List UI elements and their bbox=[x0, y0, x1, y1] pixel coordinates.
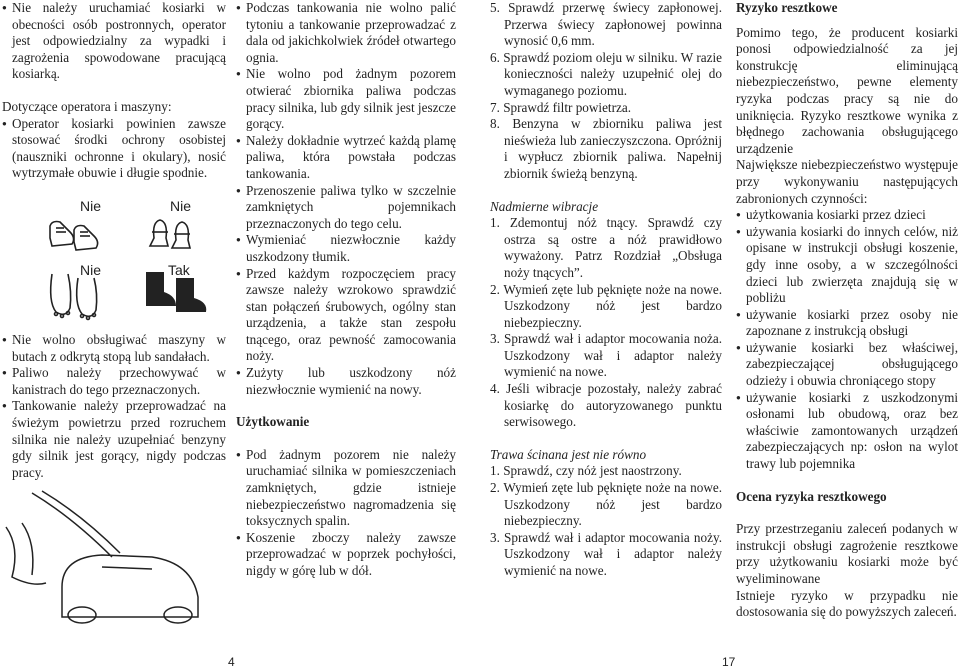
bullet-fuel-transport: ● Przenoszenie paliwa tylko w szczelnie zamkniętych pojemnikach przeznaczonych do tego celu. bbox=[236, 183, 456, 233]
risk-untrained: ● używanie kosiarki przez osoby nie zapoznane z instrukcją obsługi bbox=[736, 307, 958, 340]
uneven-cut-3: 3. Sprawdź wał i adaptor mocowania noży. Uszkodzony wał i adaptor należy wymienić na nowe. bbox=[490, 529, 722, 578]
operator-heading: Dotyczące operatora i maszyny: bbox=[2, 98, 172, 114]
shoe-label-3: Nie bbox=[80, 261, 102, 278]
vibration-4: 4. Jeśli wibracje pozostały, należy zabrać kosiarkę do autoryzowanego punktu serwisowego. bbox=[490, 381, 722, 430]
risk-other-purposes: ● używania kosiarki do innych celów, niż opisane w instrukcji obsługi koszenie, gdy inne osoby, a w szczególności dzieci lub zwierzęta znajdują się w pobliżu bbox=[736, 224, 958, 307]
uneven-cut-2: 2. Wymień zęte lub pęknięte noże na nowe. Uszkodzony nóż jest bardzo niebezpieczny. bbox=[490, 480, 722, 529]
mower-illustration bbox=[2, 487, 226, 632]
column-4 bbox=[736, 0, 958, 621]
bullet-muffler: ● Wymieniać niezwłocznie każdy uszkodzony tłumik. bbox=[236, 232, 456, 265]
residual-risk-intro: Pomimo tego, że producent kosiarki ponosi odpowiedzialność za jej konstrukcję eliminującą niebezpieczeństwo, pewne elementy ryzyka podczas pracy są nie do uniknięcia. Ryzyko resztkowe wynika z błędnego zachowania obsługującego urządzenie bbox=[736, 24, 958, 156]
bullet-worn-blade: ● Zużyty lub uszkodzony nóż niezwłocznie wymienić na nowy. bbox=[236, 365, 456, 398]
residual-risk-heading: Ryzyko resztkowe bbox=[736, 0, 838, 15]
column-1 bbox=[2, 0, 226, 632]
bullet-tank-cap: ● Nie wolno pod żadnym pozorem otwierać zbiornika paliwa podczas pracy silnika, lub gdy silnik jest jeszcze gorący. bbox=[236, 66, 456, 132]
troubleshoot-6: 6. Sprawdź poziom oleju w silniku. W razie konieczności należy uzupełnić olej do wymaganego poziomu. bbox=[490, 49, 722, 98]
troubleshoot-7: 7. Sprawdź filtr powietrza. bbox=[490, 99, 631, 115]
residual-risk-greatest: Największe niebezpieczeństwo występuje przy wykonywaniu następujących zabronionych czynności: bbox=[736, 157, 958, 206]
bullet-slopes: ● Koszenie zboczy należy zawsze przeprowadzać w poprzek pochyłości, nigdy w górę lub w dół. bbox=[236, 530, 456, 580]
risk-assessment-warning: Istnieje ryzyko w przypadku nie dostosowania się do powyższych zaleceń. bbox=[736, 587, 958, 620]
column-2 bbox=[236, 0, 456, 580]
vibration-3: 3. Sprawdź wał i adaptor mocowania noża. Uszkodzony wał i adaptor należy wymienić na nowe. bbox=[490, 331, 722, 380]
shoe-label-2: Nie bbox=[170, 197, 192, 214]
troubleshoot-5: 5. Sprawdź przerwę świecy zapłonowej. Przerwa świecy zapłonowej powinna wynosić 0,6 mm. bbox=[490, 0, 722, 49]
vibration-2: 2. Wymień zęte lub pęknięte noże na nowe. Uszkodzony nóż jest bardzo niebezpieczny. bbox=[490, 281, 722, 330]
bullet-closed-rooms: ● Pod żadnym pozorem nie należy uruchamiać silnika w pomieszczeniach zamkniętych, gdzie istnieje niebezpieczeństwo nagromadzenia się toksycznych spalin. bbox=[236, 447, 456, 530]
bullet-sandals: ● Nie wolno obsługiwać maszyny w butach z odkrytą stopą lub sandałach. bbox=[2, 332, 226, 365]
bullet-protective-gear: ● Operator kosiarki powinien zawsze stosować środki ochrony osobistej (nauszniki ochronne i okulary), nosić wytrzymałe obuwie i długie spodnie. bbox=[2, 116, 226, 182]
bullet-fuel-storage: ● Paliwo należy przechowywać w kanistrach do tego przeznaczonych. bbox=[2, 365, 226, 398]
footwear-illustration bbox=[42, 192, 232, 324]
uneven-cut-1: 1. Sprawdź, czy nóż jest naostrzony. bbox=[490, 463, 682, 479]
vibration-heading: Nadmierne wibracje bbox=[490, 198, 599, 214]
column-3 bbox=[490, 0, 722, 580]
troubleshoot-8: 8. Benzyna w zbiorniku paliwa jest nieświeża lub zanieczyszczona. Opróżnij i wypłucz zbiornik paliwa. Napełnij zbiornik świeżą benzyną. bbox=[490, 116, 722, 181]
uneven-cut-heading: Trawa ścinana jest nie równo bbox=[490, 446, 647, 462]
bullet-refueling: ● Tankowanie należy przeprowadzać na świeżym powietrzu przed rozruchem silnika nie należy uzupełniać benzyny gdy silnik jest gorący, nigdy podczas pracy. bbox=[2, 398, 226, 481]
page-number-left: 4 bbox=[228, 655, 235, 669]
bullet-bystanders: ● Nie należy uruchamiać kosiarki w obecności osób postronnych, operator jest odpowiedzialny za wypadki i zagrożenia spowodowane pracującą kosiarką. bbox=[2, 0, 226, 83]
risk-assessment-heading: Ocena ryzyka resztkowego bbox=[736, 488, 887, 504]
bullet-no-smoking: ● Podczas tankowania nie wolno palić tytoniu a tankowanie przeprowadzać z dala od jakichkolwiek źródeł otwartego ognia. bbox=[236, 0, 456, 66]
mower-drawing bbox=[2, 487, 212, 627]
vibration-1: 1. Zdemontuj nóż tnący. Sprawdź czy ostrza są ostre a nóż prawidłowo wyważony. Patrz Rozdział „Obsługa noży tnących”. bbox=[490, 215, 722, 280]
usage-heading: Użytkowanie bbox=[236, 414, 310, 430]
bullet-wipe-spills: ● Należy dokładnie wytrzeć każdą plamę paliwa, która powstała podczas tankowania. bbox=[236, 133, 456, 183]
bullet-inspection: ● Przed każdym rozpoczęciem pracy zawsze należy wzrokowo sprawdzić stan połączeń śrubowych, ogólny stan urządzenia, a także stan zespołu tnącego, oraz pewność zamocowania noży. bbox=[236, 266, 456, 366]
risk-no-clothing: ● używanie kosiarki bez właściwej, zabezpieczającej obsługującego odzieży i obuwia chroniącego stopy bbox=[736, 340, 958, 390]
shoe-label-1: Nie bbox=[80, 197, 102, 214]
footwear-drawing bbox=[42, 192, 232, 324]
risk-damaged-guards: ● używanie kosiarki z uszkodzonymi osłonami lub obudową, oraz bez właściwie zamontowanych urządzeń zabezpieczających np: osłon na wylot trawy lub pojemnika bbox=[736, 390, 958, 473]
shoe-label-4: Tak bbox=[168, 261, 190, 278]
risk-assessment-text: Przy przestrzeganiu zaleceń podanych w instrukcji obsługi zagrożenie resztkowe przy użytkowaniu kosiarki może być wyeliminowane bbox=[736, 521, 958, 586]
risk-children: ● użytkowania kosiarki przez dzieci bbox=[736, 207, 958, 224]
page-number-right: 17 bbox=[722, 655, 736, 669]
